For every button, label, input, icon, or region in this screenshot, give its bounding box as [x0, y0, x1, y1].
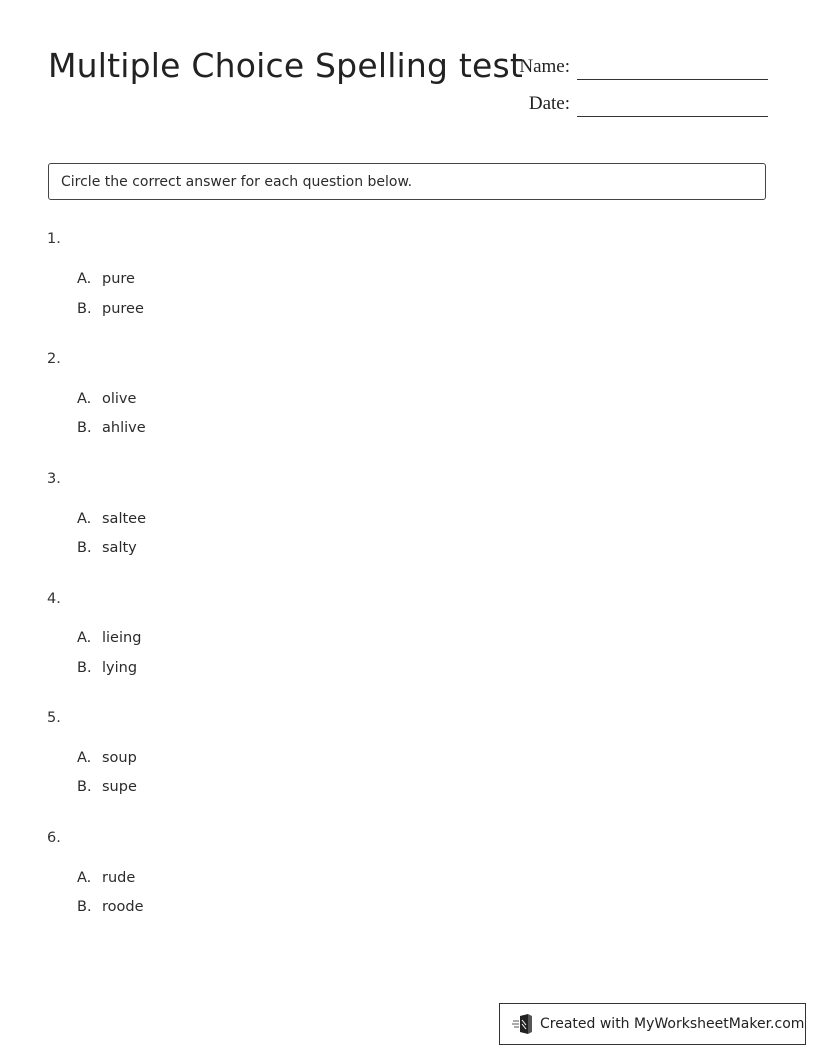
option-text: rude [102, 870, 136, 886]
option-letter: B. [77, 779, 92, 795]
option-text: soup [102, 750, 137, 766]
name-blank-line[interactable] [577, 79, 768, 80]
option-text: lieing [102, 630, 142, 646]
option-b[interactable] [77, 301, 144, 317]
option-text: saltee [102, 511, 146, 527]
option-text: ahlive [102, 420, 146, 436]
question-number: 1. [47, 231, 61, 247]
option-b[interactable] [77, 420, 146, 436]
option-a[interactable] [77, 630, 141, 646]
worksheet-maker-logo-icon [512, 1013, 534, 1035]
option-letter: A. [77, 750, 92, 766]
option-letter: A. [77, 870, 92, 886]
option-text: olive [102, 391, 137, 407]
option-b[interactable] [77, 660, 137, 676]
name-field[interactable] [500, 50, 770, 80]
option-a[interactable] [77, 870, 135, 886]
option-letter: A. [77, 271, 92, 287]
option-a[interactable] [77, 511, 146, 527]
option-text: salty [102, 540, 137, 556]
footer-credit-badge[interactable] [499, 1003, 806, 1045]
option-letter: B. [77, 420, 92, 436]
option-text: pure [102, 271, 135, 287]
option-text: roode [102, 899, 144, 915]
instructions-box: Circle the correct answer for each question below. [48, 163, 766, 200]
option-text: puree [102, 301, 144, 317]
option-a[interactable] [77, 271, 135, 287]
question-number: 5. [47, 710, 61, 726]
question-number: 3. [47, 471, 61, 487]
option-letter: B. [77, 540, 92, 556]
name-label: Name: [519, 56, 570, 77]
option-letter: B. [77, 301, 92, 317]
option-text: supe [102, 779, 137, 795]
footer-text: Created with MyWorksheetMaker.com [540, 1016, 805, 1032]
question-number: 6. [47, 830, 61, 846]
option-letter: A. [77, 511, 92, 527]
option-text: lying [102, 660, 138, 676]
date-field[interactable] [500, 87, 770, 117]
option-a[interactable] [77, 750, 137, 766]
option-letter: A. [77, 391, 92, 407]
option-letter: B. [77, 660, 92, 676]
date-blank-line[interactable] [577, 116, 768, 117]
page-title: Multiple Choice Spelling test [48, 46, 524, 85]
option-b[interactable] [77, 779, 137, 795]
date-label: Date: [528, 93, 570, 114]
option-letter: B. [77, 899, 92, 915]
option-a[interactable] [77, 391, 136, 407]
question-number: 2. [47, 351, 61, 367]
option-letter: A. [77, 630, 92, 646]
option-b[interactable] [77, 540, 137, 556]
option-b[interactable] [77, 899, 144, 915]
question-number: 4. [47, 591, 61, 607]
